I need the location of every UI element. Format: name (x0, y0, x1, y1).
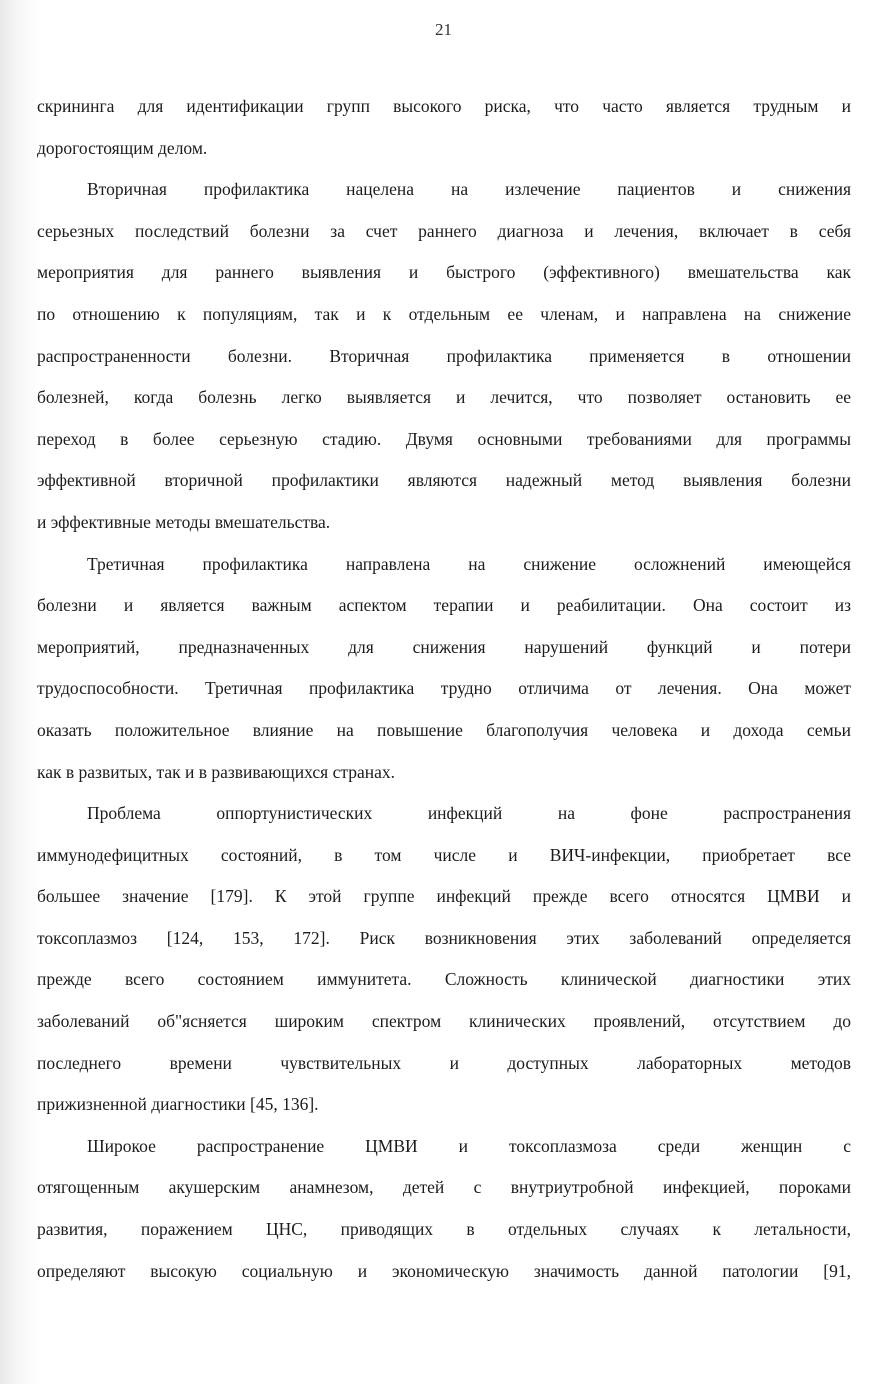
text-line: прижизненной диагностики [45, 136]. (37, 1094, 319, 1115)
text-line: распространенности болезни. Вторичная профилактика применяется в отношении (37, 345, 851, 366)
paragraph (37, 793, 851, 1126)
text-line: эффективной вторичной профилактики являются надежный метод выявления болезни (37, 470, 851, 491)
text-line: прежде всего состоянием иммунитета. Сложность клинической диагностики этих (37, 969, 851, 990)
text-line: болезни и является важным аспектом терапии и реабилитации. Она состоит из (37, 595, 851, 616)
body-text (37, 86, 851, 1292)
text-line: развития, поражением ЦНС, приводящих в отдельных случаях к летальности, (37, 1219, 851, 1240)
text-line: трудоспособности. Третичная профилактика трудно отличима от лечения. Она может (37, 678, 851, 699)
text-line: мероприятий, предназначенных для снижения нарушений функций и потери (37, 636, 851, 657)
text-line: и эффективные методы вмешательства. (37, 511, 331, 532)
text-line: определяют высокую социальную и экономическую значимость данной патологии [91, (37, 1260, 851, 1281)
text-line: оказать положительное влияние на повышение благополучия человека и дохода семьи (37, 719, 851, 740)
text-line: переход в более серьезную стадию. Двумя основными требованиями для программы (37, 428, 851, 449)
text-line: токсоплазмоз [124, 153, 172]. Риск возникновения этих заболеваний определяется (37, 927, 851, 948)
text-line: болезней, когда болезнь легко выявляется и лечится, что позволяет остановить ее (37, 387, 851, 408)
paragraph (37, 86, 851, 169)
paragraph (37, 544, 851, 794)
paragraph (37, 169, 851, 543)
text-line: Вторичная профилактика нацелена на излечение пациентов и снижения (87, 179, 851, 200)
text-line: Третичная профилактика направлена на снижение осложнений имеющейся (87, 553, 851, 574)
text-line: заболеваний об"ясняется широким спектром клинических проявлений, отсутствием до (37, 1011, 851, 1032)
text-line: иммунодефицитных состояний, в том числе и ВИЧ-инфекции, приобретает все (37, 844, 851, 865)
scan-edge-shadow (0, 0, 40, 1384)
text-line: мероприятия для раннего выявления и быстрого (эффективного) вмешательства как (37, 262, 851, 283)
paragraph (37, 1126, 851, 1292)
text-line: отягощенным акушерским анамнезом, детей с внутриутробной инфекцией, пороками (37, 1177, 851, 1198)
text-line: дорогостоящим делом. (37, 137, 208, 158)
text-line: большее значение [179]. К этой группе инфекций прежде всего относятся ЦМВИ и (37, 886, 851, 907)
text-line: Проблема оппортунистических инфекций на фоне распространения (87, 803, 851, 824)
text-line: Широкое распространение ЦМВИ и токсоплазмоза среди женщин с (87, 1135, 851, 1156)
text-line: скрининга для идентификации групп высокого риска, что часто является трудным и (37, 96, 851, 116)
text-line: последнего времени чувствительных и доступных лабораторных методов (37, 1052, 851, 1073)
text-line: по отношению к популяциям, так и к отдельным ее членам, и направлена на снижение (37, 303, 851, 324)
text-line: как в развитых, так и в развивающихся странах. (37, 761, 395, 782)
text-line: серьезных последствий болезни за счет раннего диагноза и лечения, включает в себя (37, 220, 851, 241)
page-number: 21 (435, 20, 452, 39)
